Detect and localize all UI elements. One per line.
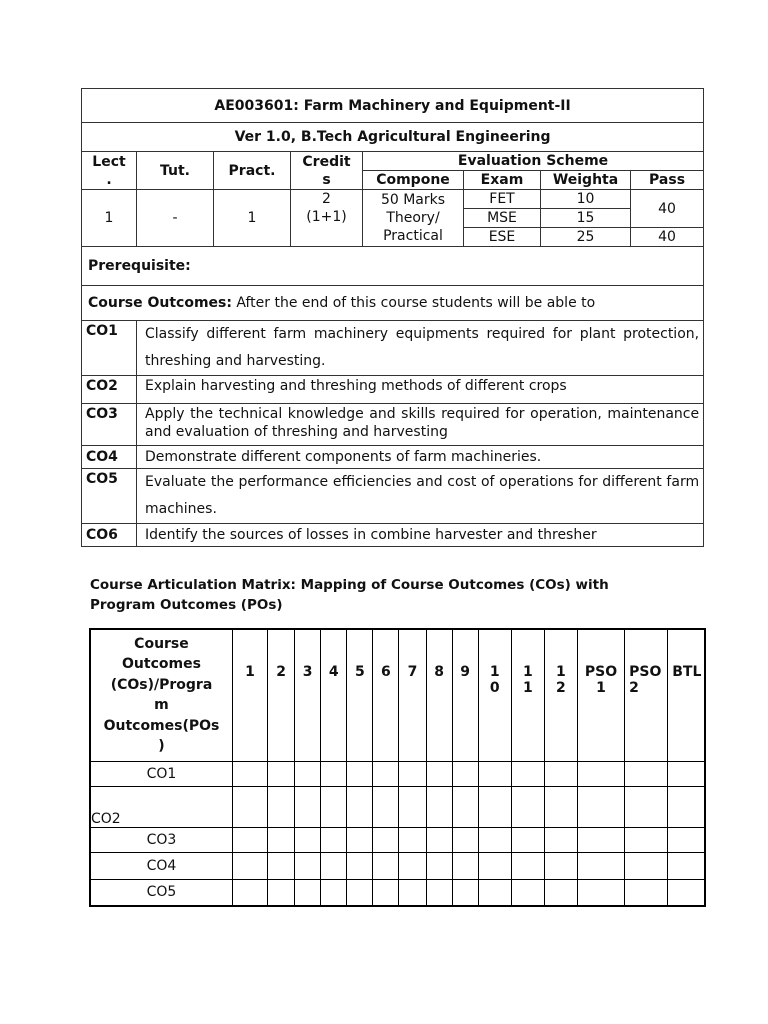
po-header: 7 bbox=[399, 629, 426, 761]
course-outcomes-intro bbox=[82, 286, 704, 321]
outcome-text: Demonstrate different components of farm machineries. bbox=[137, 446, 704, 469]
po-header: 8 bbox=[426, 629, 452, 761]
outcome-text: Evaluate the performance efficiencies and cost of operations for different farm machines. bbox=[137, 469, 704, 524]
outcome-text: Identify the sources of losses in combine harvester and thresher bbox=[137, 524, 704, 547]
outcome-code: CO6 bbox=[82, 524, 137, 547]
matrix-row-label: CO4 bbox=[90, 852, 232, 879]
btl-header: BTL bbox=[668, 629, 705, 761]
matrix-caption: Course Articulation Matrix: Mapping of Course Outcomes (COs) with Program Outcomes (POs) bbox=[90, 577, 609, 613]
pract-header: Pract. bbox=[214, 152, 291, 190]
pso-header: PSO 1 bbox=[577, 629, 624, 761]
component-value: 50 Marks Theory/ Practical bbox=[363, 190, 464, 247]
matrix-row bbox=[90, 827, 705, 852]
weight-mse: 15 bbox=[541, 209, 631, 228]
matrix-row bbox=[90, 761, 705, 786]
component-header: Compone bbox=[363, 171, 464, 190]
outcome-row bbox=[82, 376, 704, 404]
outcomes-intro-text: After the end of this course students will be able to bbox=[231, 295, 596, 311]
matrix-row-label: CO5 bbox=[90, 879, 232, 906]
po-header: 6 bbox=[373, 629, 399, 761]
po-header: 9 bbox=[452, 629, 478, 761]
outcome-row bbox=[82, 404, 704, 446]
pract-value: 1 bbox=[214, 190, 291, 247]
outcome-text: Apply the technical knowledge and skills required for operation, maintenance and evaluation of threshing and harvesting bbox=[137, 404, 704, 446]
po-header: 2 bbox=[268, 629, 295, 761]
weight-fet: 10 bbox=[541, 190, 631, 209]
po-header: 1 0 bbox=[478, 629, 511, 761]
course-title: AE003601: Farm Machinery and Equipment-II bbox=[82, 89, 704, 123]
outcome-row bbox=[82, 321, 704, 376]
outcome-code: CO1 bbox=[82, 321, 137, 376]
outcome-text: Explain harvesting and threshing methods of different crops bbox=[137, 376, 704, 404]
pso-header: PSO 2 bbox=[625, 629, 668, 761]
course-version: Ver 1.0, B.Tech Agricultural Engineering bbox=[82, 123, 704, 152]
weightage-header: Weighta bbox=[541, 171, 631, 190]
lect-value: 1 bbox=[82, 190, 137, 247]
prerequisite-label: Prerequisite: bbox=[82, 247, 704, 286]
weight-ese: 25 bbox=[541, 228, 631, 247]
credits-value: 2 (1+1) bbox=[291, 190, 363, 247]
eval-scheme-header: Evaluation Scheme bbox=[363, 152, 704, 171]
matrix-row-label: CO2 bbox=[90, 786, 232, 827]
matrix-row bbox=[90, 879, 705, 906]
outcome-row bbox=[82, 524, 704, 547]
tut-header: Tut. bbox=[137, 152, 214, 190]
matrix-row-label: CO1 bbox=[90, 761, 232, 786]
exam-header: Exam bbox=[464, 171, 541, 190]
lect-header: Lect . bbox=[82, 152, 137, 190]
pass-value-bottom: 40 bbox=[631, 228, 704, 247]
matrix-row-label: CO3 bbox=[90, 827, 232, 852]
outcome-text: Classify different farm machinery equipments required for plant protection, threshing and harvesting. bbox=[137, 321, 704, 376]
outcome-code: CO4 bbox=[82, 446, 137, 469]
outcome-row bbox=[82, 446, 704, 469]
matrix-row bbox=[90, 852, 705, 879]
outcome-code: CO5 bbox=[82, 469, 137, 524]
po-header: 4 bbox=[321, 629, 347, 761]
course-info-table bbox=[81, 88, 704, 547]
exam-ese: ESE bbox=[464, 228, 541, 247]
po-header: 5 bbox=[347, 629, 373, 761]
pass-value-top: 40 bbox=[631, 190, 704, 228]
exam-mse: MSE bbox=[464, 209, 541, 228]
matrix-corner-header: Course Outcomes (COs)/Progra m Outcomes(POs ) bbox=[90, 629, 232, 761]
po-header: 3 bbox=[295, 629, 321, 761]
po-header: 1 1 bbox=[511, 629, 544, 761]
outcomes-label: Course Outcomes: bbox=[88, 295, 232, 311]
outcome-code: CO2 bbox=[82, 376, 137, 404]
exam-fet: FET bbox=[464, 190, 541, 209]
pass-header: Pass bbox=[631, 171, 704, 190]
outcome-code: CO3 bbox=[82, 404, 137, 446]
tut-value: - bbox=[137, 190, 214, 247]
po-header: 1 bbox=[232, 629, 267, 761]
matrix-row bbox=[90, 786, 705, 827]
po-header: 1 2 bbox=[544, 629, 577, 761]
articulation-matrix bbox=[89, 628, 706, 907]
outcome-row bbox=[82, 469, 704, 524]
credits-header: Credit s bbox=[291, 152, 363, 190]
